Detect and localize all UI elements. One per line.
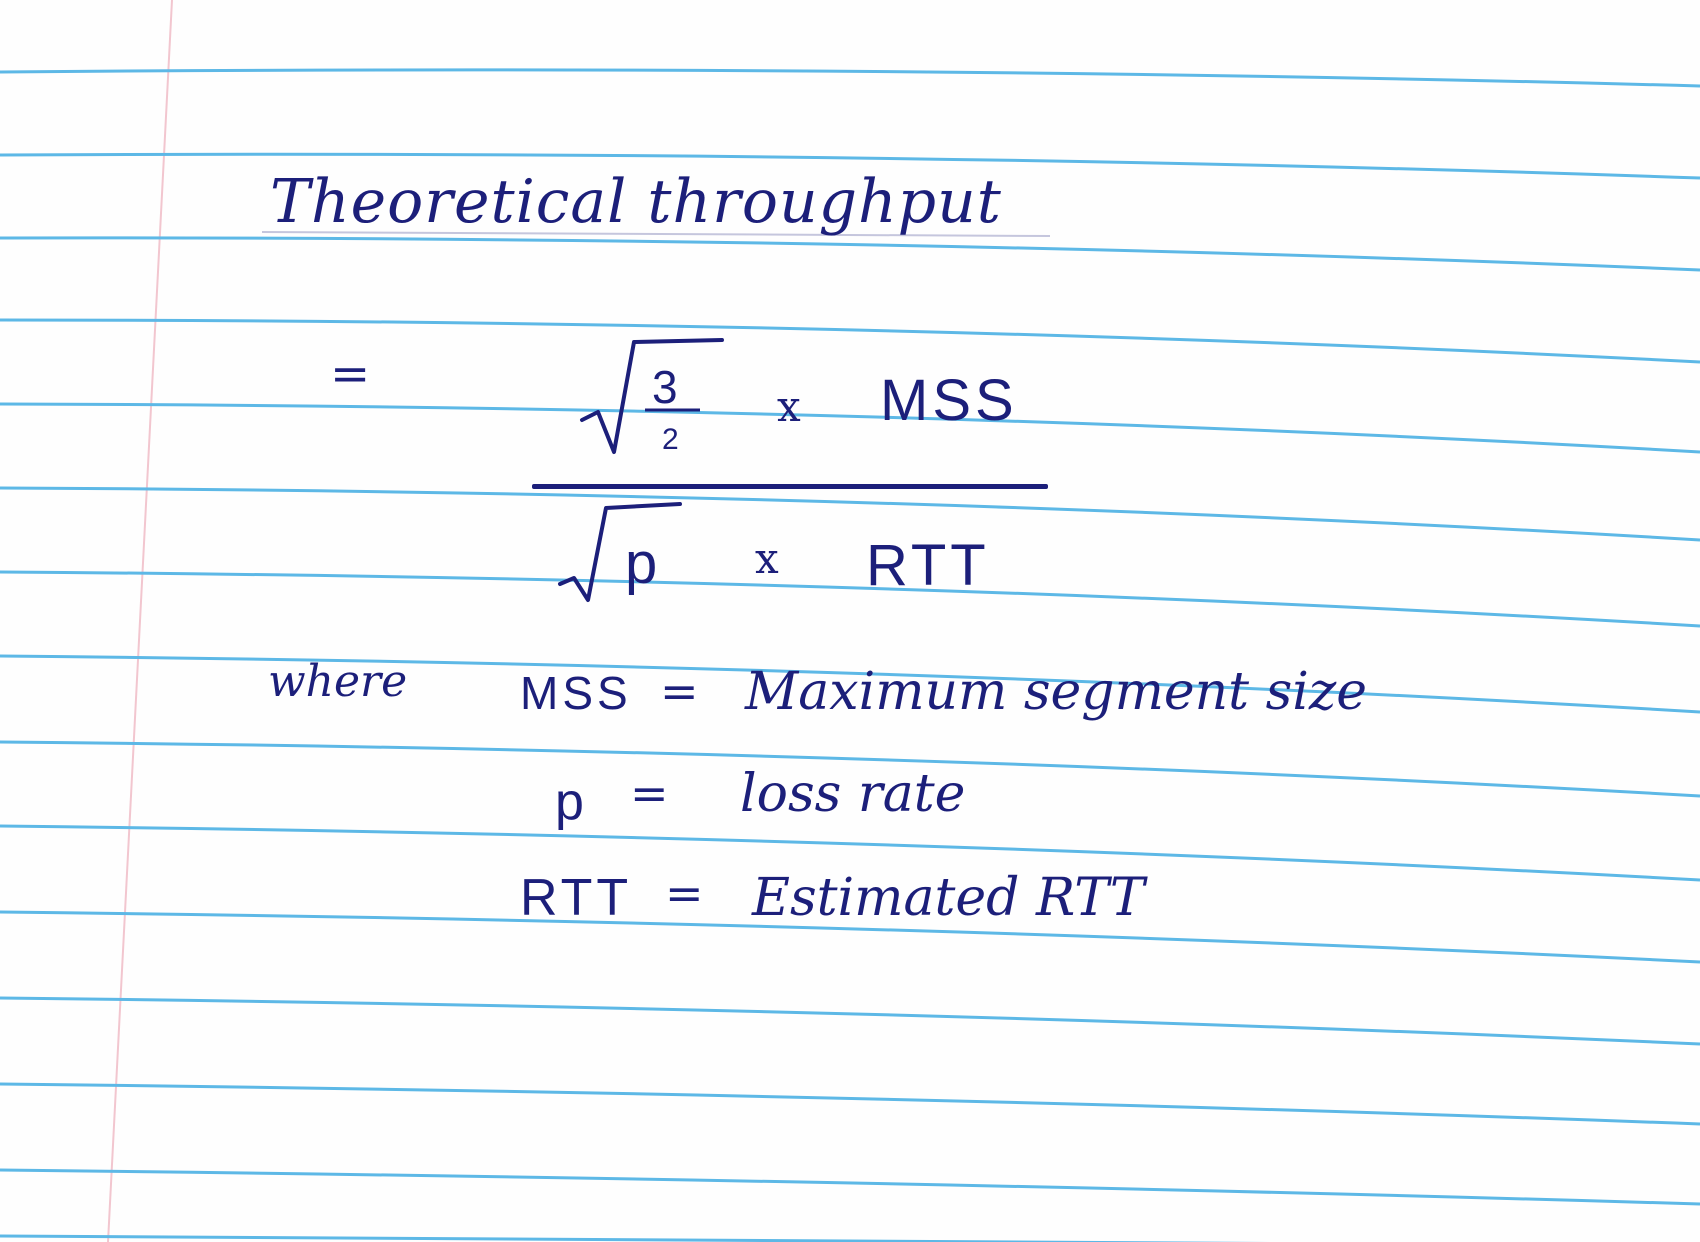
- rule-line: [0, 1170, 1700, 1204]
- definition-meaning-rtt: Estimated RTT: [752, 868, 1145, 928]
- rule-line: [0, 998, 1700, 1044]
- definition-term-mss: MSS: [520, 667, 632, 719]
- denominator-times-sign: x: [755, 534, 779, 583]
- definition-meaning-p: loss rate: [740, 764, 966, 824]
- numerator-fraction-bottom: 2: [662, 423, 679, 456]
- rule-line: [0, 404, 1700, 452]
- definition-equals: =: [630, 766, 669, 820]
- equals-sign: =: [330, 346, 371, 402]
- rule-line: [0, 1236, 1700, 1242]
- rule-line: [0, 572, 1700, 626]
- fraction-bar: [532, 484, 1048, 489]
- rule-line: [0, 488, 1700, 540]
- denominator-rtt: RTT: [866, 533, 990, 598]
- where-label: where: [268, 656, 408, 707]
- rule-line: [0, 1084, 1700, 1124]
- rule-line: [0, 320, 1700, 362]
- definition-term-p: p: [555, 773, 588, 831]
- numerator-times-sign: x: [777, 382, 801, 431]
- margin-line: [108, 0, 172, 1242]
- definition-equals: =: [660, 664, 699, 718]
- page-heading: Theoretical throughput: [270, 167, 1002, 237]
- denominator-p: p: [625, 531, 662, 596]
- definition-equals: =: [665, 866, 704, 920]
- rule-line: [0, 70, 1700, 86]
- definition-term-rtt: RTT: [520, 869, 633, 927]
- numerator-mss: MSS: [880, 368, 1018, 433]
- numerator-fraction-top: 3: [652, 361, 678, 413]
- definition-meaning-mss: Maximum segment size: [745, 662, 1368, 722]
- rule-line: [0, 238, 1700, 270]
